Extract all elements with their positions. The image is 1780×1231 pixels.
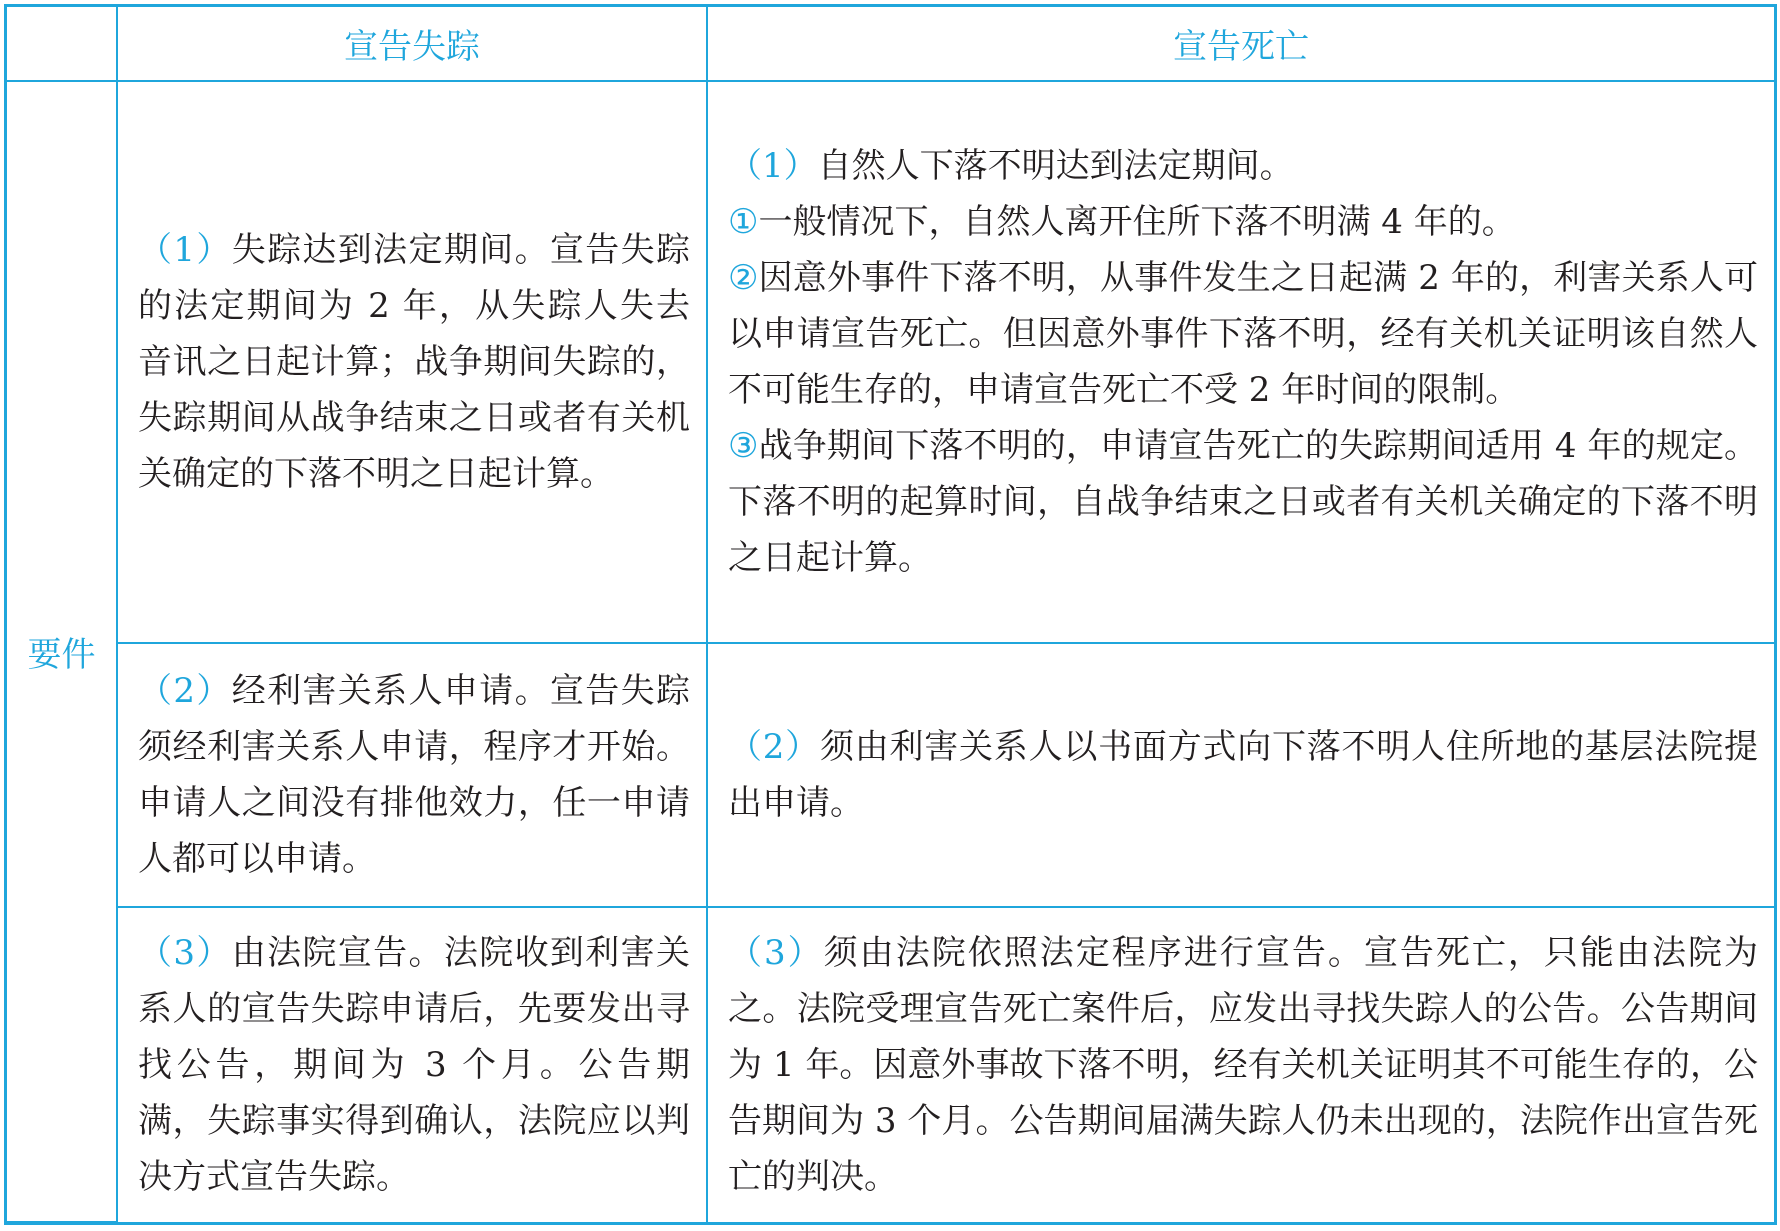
missing-para-2 [138, 663, 690, 887]
death-cell-3 [707, 907, 1774, 1222]
header-row [7, 7, 1774, 81]
header-missing: 宣告失踪 [117, 7, 707, 81]
death-cell-1 [707, 81, 1774, 643]
death-sub-text-1: 一般情况下，自然人离开住所下落不明满 4 年的。 [758, 202, 1516, 242]
death-intro-1 [728, 138, 1758, 194]
death-para-3 [728, 925, 1758, 1205]
circled-number: ① [728, 202, 759, 242]
missing-text-1: 失踪达到法定期间。宣告失踪的法定期间为 2 年，从失踪人失去音讯之日起计算；战争期间失踪的，失踪期间从战争结束之日或者有关机关确定的下落不明之日起计算。 [138, 230, 691, 494]
missing-para-3 [138, 925, 690, 1205]
death-para-2 [728, 719, 1758, 831]
missing-cell-1 [117, 81, 707, 643]
death-cell-2 [707, 643, 1774, 907]
missing-para-1 [138, 222, 690, 502]
death-text-2: 须由利害关系人以书面方式向下落不明人住所地的基层法院提出申请。 [728, 727, 1758, 823]
missing-cell-2 [117, 643, 707, 907]
item-number: （2） [728, 727, 820, 767]
missing-cell-3 [117, 907, 707, 1222]
item-number: （1） [138, 230, 232, 270]
table-row [7, 81, 1774, 643]
death-sub-text-2: 因意外事件下落不明，从事件发生之日起满 2 年的，利害关系人可以申请宣告死亡。但因意外事件下落不明，经有关机关证明该自然人不可能生存的，申请宣告死亡不受 2 年时间的限制。 [728, 258, 1758, 410]
comparison-table [7, 7, 1774, 1223]
death-sub-item-2 [728, 250, 1758, 418]
death-sub-item-3 [728, 418, 1758, 586]
missing-text-2: 经利害关系人申请。宣告失踪须经利害关系人申请，程序才开始。申请人之间没有排他效力，任一申请人都可以申请。 [138, 671, 691, 879]
death-text-3: 须由法院依照法定程序进行宣告。宣告死亡，只能由法院为之。法院受理宣告死亡案件后，应发出寻找失踪人的公告。公告期间为 1 年。因意外事故下落不明，经有关机关证明其不可能生存的，公告期间为 3 个月。公告期间届满失踪人仍未出现的，法院作出宣告死亡的判决。 [728, 933, 1758, 1197]
table-row [7, 643, 1774, 907]
death-sub-item-1 [728, 194, 1758, 250]
item-number: （2） [138, 671, 232, 711]
item-number: （3） [728, 933, 824, 973]
item-number: （1） [728, 146, 818, 186]
circled-number: ③ [728, 426, 759, 466]
circled-number: ② [728, 258, 759, 298]
item-number: （3） [138, 933, 232, 973]
death-sub-text-3: 战争期间下落不明的，申请宣告死亡的失踪期间适用 4 年的规定。下落不明的起算时间，自战争结束之日或者有关机关确定的下落不明之日起计算。 [728, 426, 1758, 578]
header-death: 宣告死亡 [707, 7, 1774, 81]
row-label: 要件 [7, 81, 117, 1222]
death-intro-text: 自然人下落不明达到法定期间。 [817, 146, 1294, 186]
missing-text-3: 由法院宣告。法院收到利害关系人的宣告失踪申请后，先要发出寻找公告，期间为 3 个月。公告期满，失踪事实得到确认，法院应以判决方式宣告失踪。 [138, 933, 691, 1197]
comparison-table-frame [4, 4, 1777, 1225]
corner-cell [7, 7, 117, 81]
table-row [7, 907, 1774, 1222]
